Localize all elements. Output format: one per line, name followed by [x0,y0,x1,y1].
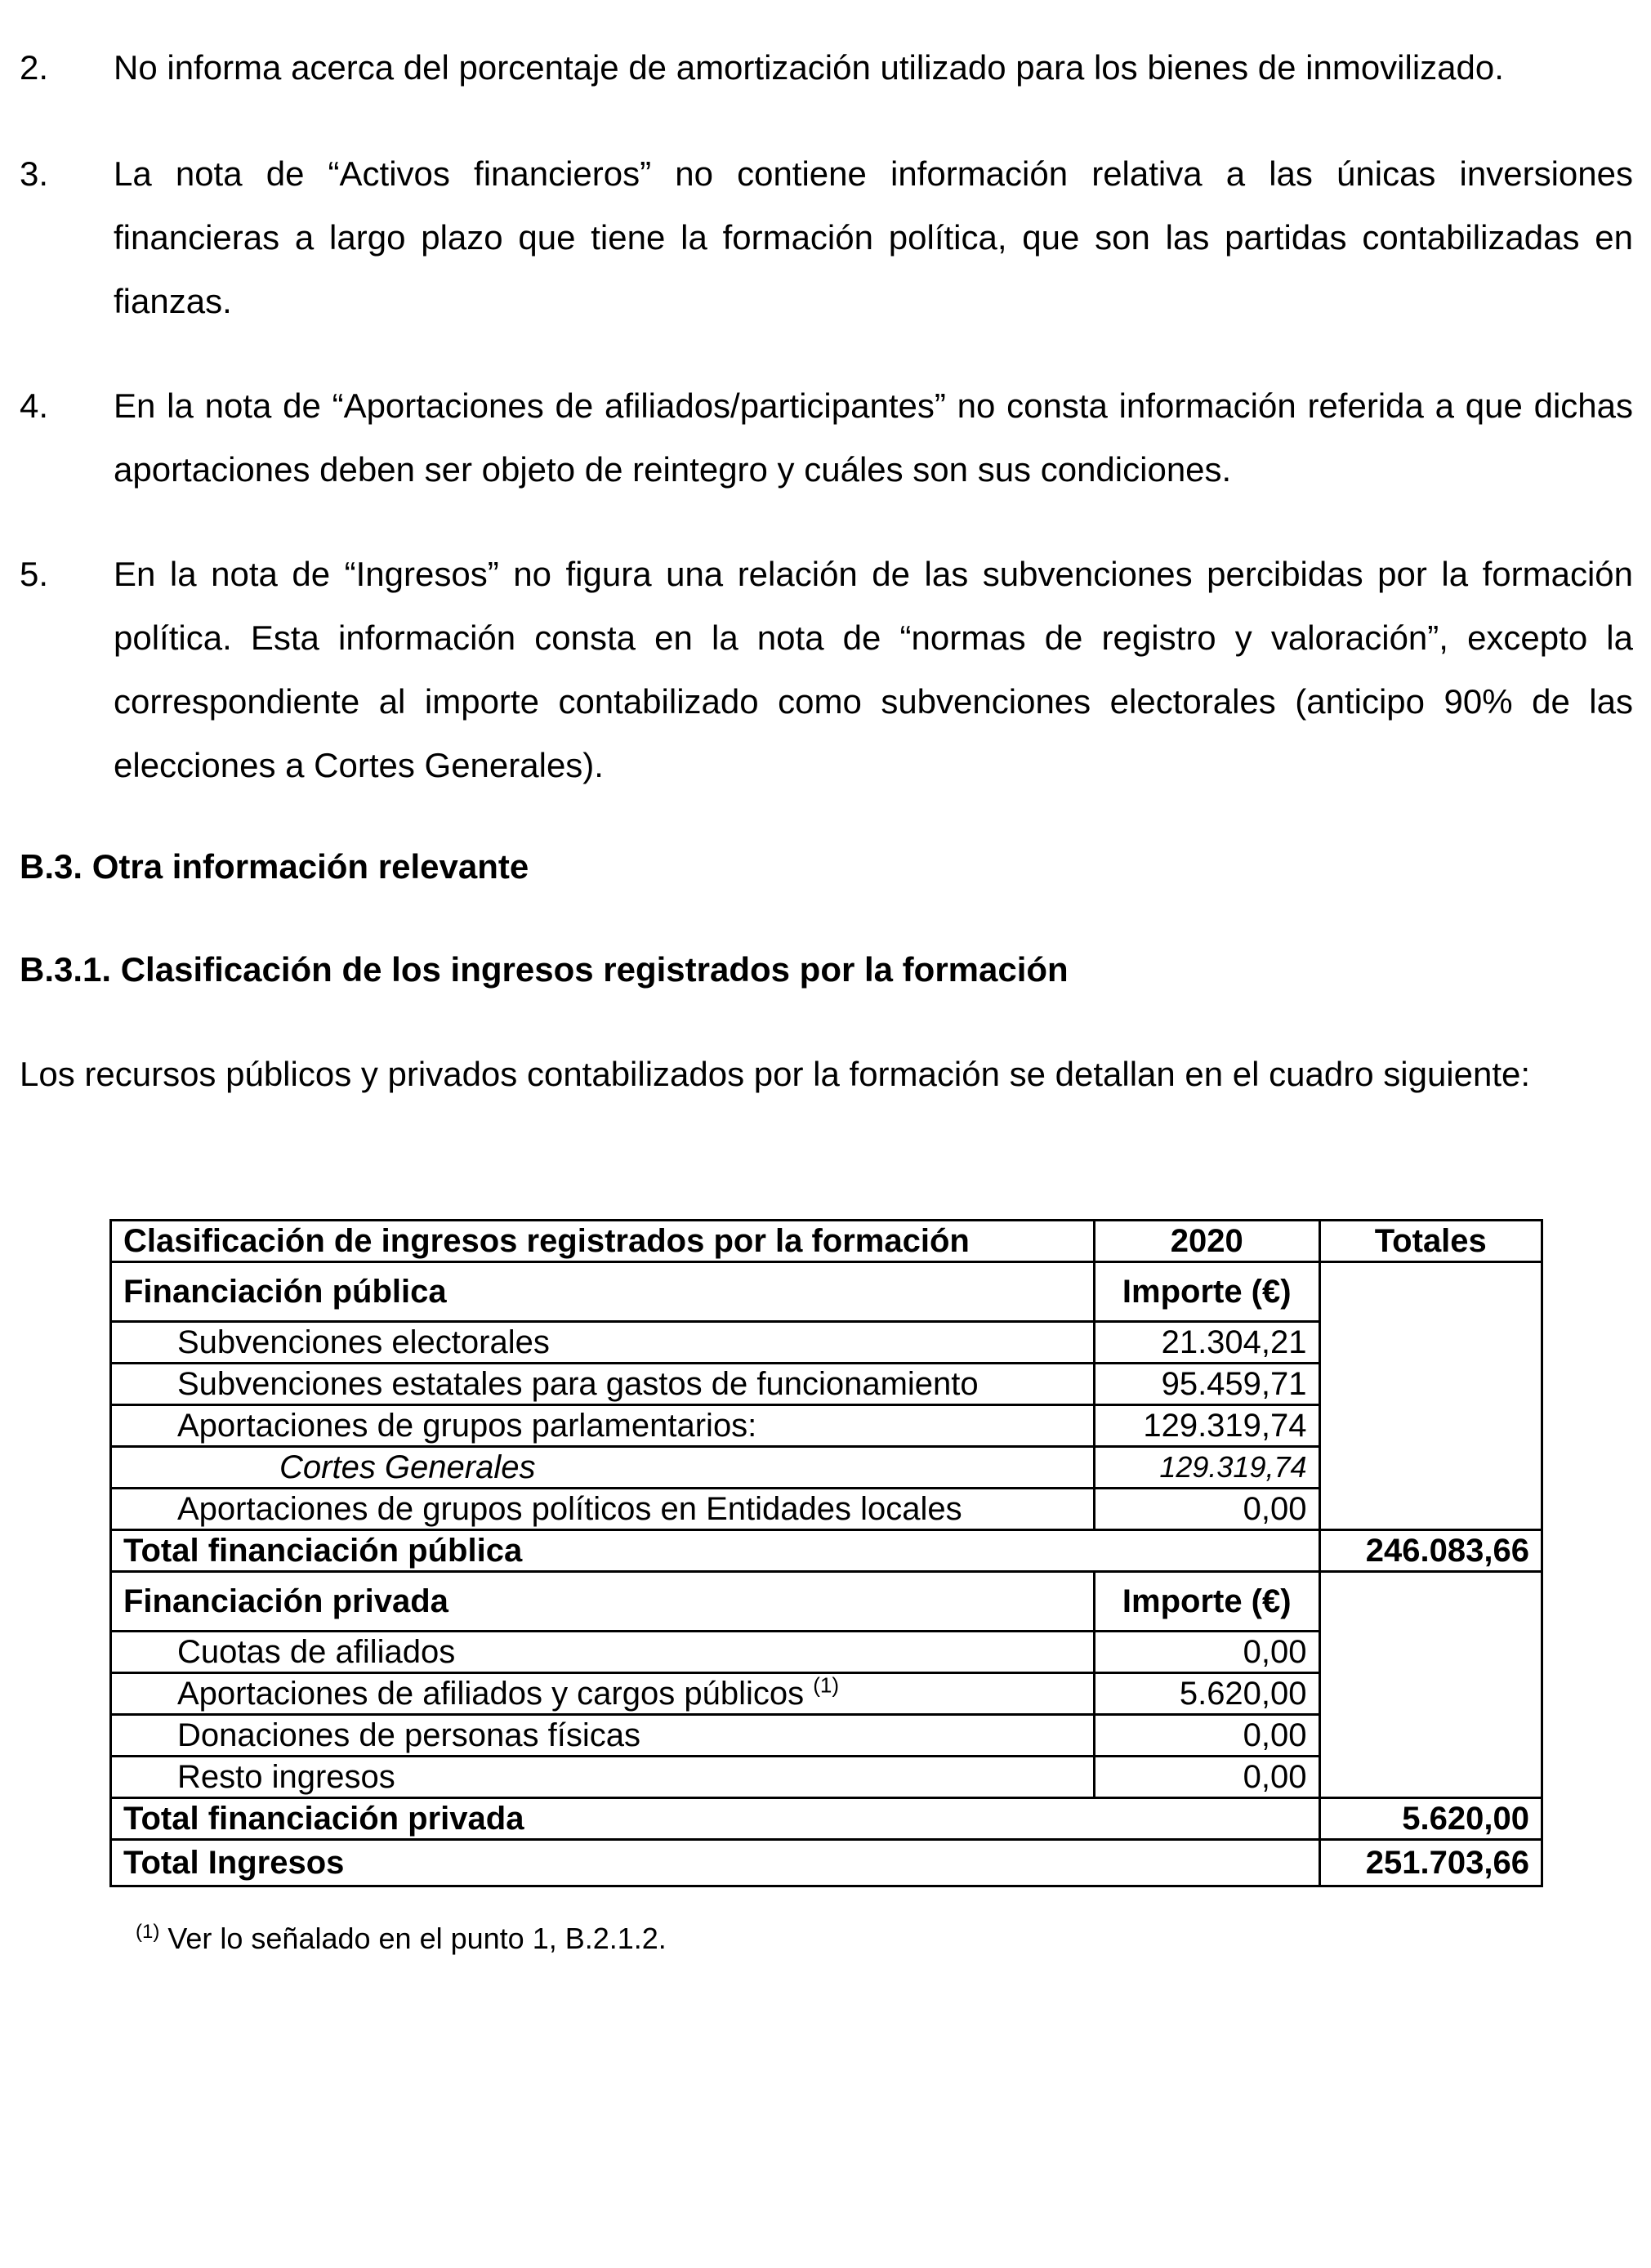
list-item-text: No informa acerca del porcentaje de amortización utilizado para los bienes de inmovilizado. [114,48,1504,87]
list-item [20,374,1633,502]
list-item-number: 3. [20,154,49,193]
list-item-number: 2. [20,48,49,87]
row-value: 129.319,74 [1094,1447,1319,1489]
footnote-marker: (1) [813,1672,840,1698]
row-value: 21.304,21 [1094,1322,1319,1364]
public-amount-header: Importe (€) [1094,1262,1319,1322]
grand-total-label: Total Ingresos [111,1840,1320,1886]
subsection-heading: B.3.1. Clasificación de los ingresos registrados por la formación [20,950,1069,989]
row-value: 129.319,74 [1094,1405,1319,1447]
list-item-text: En la nota de “Ingresos” no figura una relación de las subvenciones percibidas por la formación política. Esta información consta en la nota de “normas de registro y valoración”, excepto la correspondiente al importe contabilizado como subvenciones electorales (anticipo 90% de las elecciones a Cortes Generales). [114,555,1633,784]
row-value: 95.459,71 [1094,1364,1319,1405]
grand-total-row [111,1840,1542,1886]
public-totals-empty [1319,1262,1542,1530]
private-section-header [111,1572,1542,1632]
header-classification: Clasificación de ingresos registrados por la formación [111,1221,1095,1262]
row-label: Subvenciones estatales para gastos de funcionamiento [111,1364,1095,1405]
row-value: 5.620,00 [1094,1673,1319,1715]
row-value: 0,00 [1094,1632,1319,1673]
row-label: Cortes Generales [111,1447,1095,1489]
private-total-label: Total financiación privada [111,1798,1320,1840]
list-item-text: La nota de “Activos financieros” no contiene información relativa a las únicas inversiones financieras a largo plazo que tiene la formación política, que son las partidas contabilizadas en fianzas. [114,154,1633,320]
private-total-row [111,1798,1542,1840]
footnote-text: Ver lo señalado en el punto 1, B.2.1.2. [159,1922,667,1955]
row-value: 0,00 [1094,1757,1319,1798]
public-total-value: 246.083,66 [1319,1530,1542,1572]
header-year: 2020 [1094,1221,1319,1262]
table-header-row [111,1221,1542,1262]
row-label [111,1673,1095,1715]
row-label: Aportaciones de grupos parlamentarios: [111,1405,1095,1447]
list-item-number: 4. [20,386,49,425]
header-totals: Totales [1319,1221,1542,1262]
public-total-label: Total financiación pública [111,1530,1320,1572]
row-label-text: Aportaciones de afiliados y cargos públicos [177,1676,805,1712]
list-item [20,542,1633,797]
public-section-header [111,1262,1542,1322]
row-value: 0,00 [1094,1715,1319,1757]
row-label: Donaciones de personas físicas [111,1715,1095,1757]
row-label: Cuotas de afiliados [111,1632,1095,1673]
table-footnote [136,1922,667,1956]
grand-total-value: 251.703,66 [1319,1840,1542,1886]
private-totals-empty [1319,1572,1542,1798]
public-title: Financiación pública [111,1262,1095,1322]
footnote-marker: (1) [136,1921,160,1943]
row-label: Aportaciones de grupos políticos en Entidades locales [111,1489,1095,1530]
income-classification-table [109,1219,1543,1887]
row-label: Subvenciones electorales [111,1322,1095,1364]
row-value: 0,00 [1094,1489,1319,1530]
list-item [20,36,1633,100]
list-item [20,142,1633,333]
section-heading: B.3. Otra información relevante [20,847,529,886]
list-item-text: En la nota de “Aportaciones de afiliados/participantes” no consta información referida a que dichas aportaciones deben ser objeto de reintegro y cuáles son sus condiciones. [114,386,1633,489]
private-title: Financiación privada [111,1572,1095,1632]
row-label: Resto ingresos [111,1757,1095,1798]
private-amount-header: Importe (€) [1094,1572,1319,1632]
public-total-row [111,1530,1542,1572]
intro-paragraph: Los recursos públicos y privados contabilizados por la formación se detallan en el cuadro siguiente: [20,1055,1531,1093]
list-item-number: 5. [20,555,49,593]
private-total-value: 5.620,00 [1319,1798,1542,1840]
